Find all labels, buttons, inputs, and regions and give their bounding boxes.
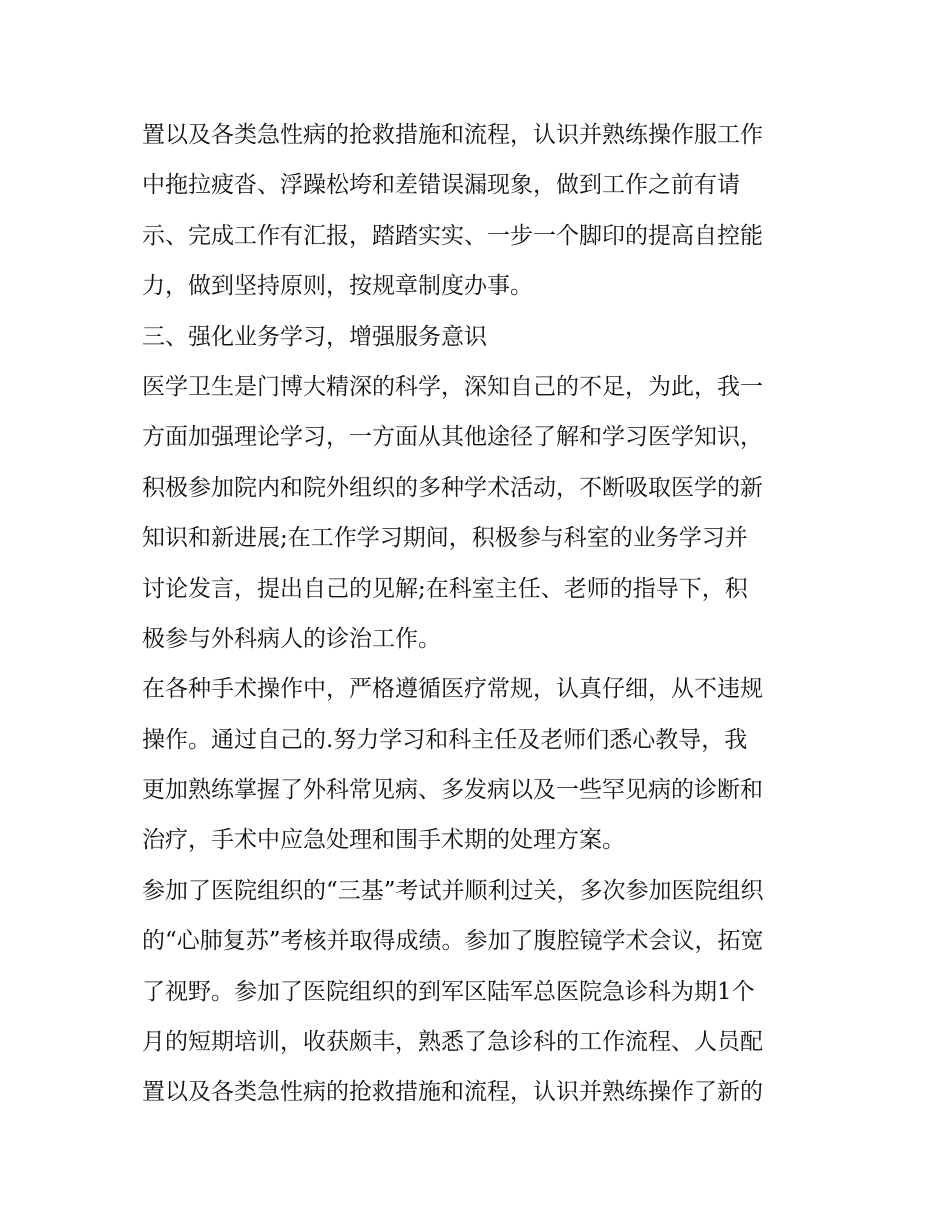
text-line-6: 医学卫生是门博大精深的科学，深知自己的不足，为此，我一 [142, 373, 763, 400]
text-line-4: 力，做到坚持原则，按规章制度办事。 [142, 273, 533, 300]
text-line-8: 积极参加院内和院外组织的多种学术活动，不断吸取医学的新 [142, 474, 763, 501]
document-body [142, 110, 822, 1118]
text-line-10: 讨论发言，提出自己的见解;在科室主任、老师的指导下，积 [142, 575, 748, 602]
text-line-3: 示、完成工作有汇报，踏踏实实、一步一个脚印的提高自控能 [142, 222, 763, 249]
text-line-18: 了视野。参加了医院组织的到军区陆军总医院急诊科为期1个 [142, 978, 755, 1005]
text-line-16: 参加了医院组织的“三基”考试并顺利过关，多次参加医院组织 [142, 877, 764, 904]
text-line-20: 置以及各类急性病的抢救措施和流程，认识并熟练操作了新的 [142, 1079, 763, 1106]
text-line-14: 更加熟练掌握了外科常见病、多发病以及一些罕见病的诊断和 [142, 777, 763, 804]
text-line-2: 中拖拉疲沓、浮躁松垮和差错误漏现象，做到工作之前有请 [142, 172, 740, 199]
text-line-11: 极参与外科病人的诊治工作。 [142, 625, 441, 652]
text-line-15: 治疗，手术中应急处理和围手术期的处理方案。 [142, 827, 625, 854]
text-line-9: 知识和新进展;在工作学习期间，积极参与科室的业务学习并 [142, 525, 748, 552]
text-line-13: 操作。通过自己的.努力学习和科主任及老师们悉心教导，我 [142, 726, 748, 753]
text-line-12: 在各种手术操作中，严格遵循医疗常规，认真仔细，从不违规 [142, 676, 763, 703]
text-line-7: 方面加强理论学习，一方面从其他途径了解和学习医学知识， [142, 424, 763, 451]
text-line-17: 的“心肺复苏”考核并取得成绩。参加了腹腔镜学术会议，拓宽 [142, 928, 764, 955]
text-line-1: 置以及各类急性病的抢救措施和流程，认识并熟练操作服工作 [142, 122, 763, 148]
text-line-19: 月的短期培训，收获颇丰，熟悉了急诊科的工作流程、人员配 [142, 1029, 763, 1056]
section-heading: 三、强化业务学习，增强服务意识 [142, 323, 487, 350]
